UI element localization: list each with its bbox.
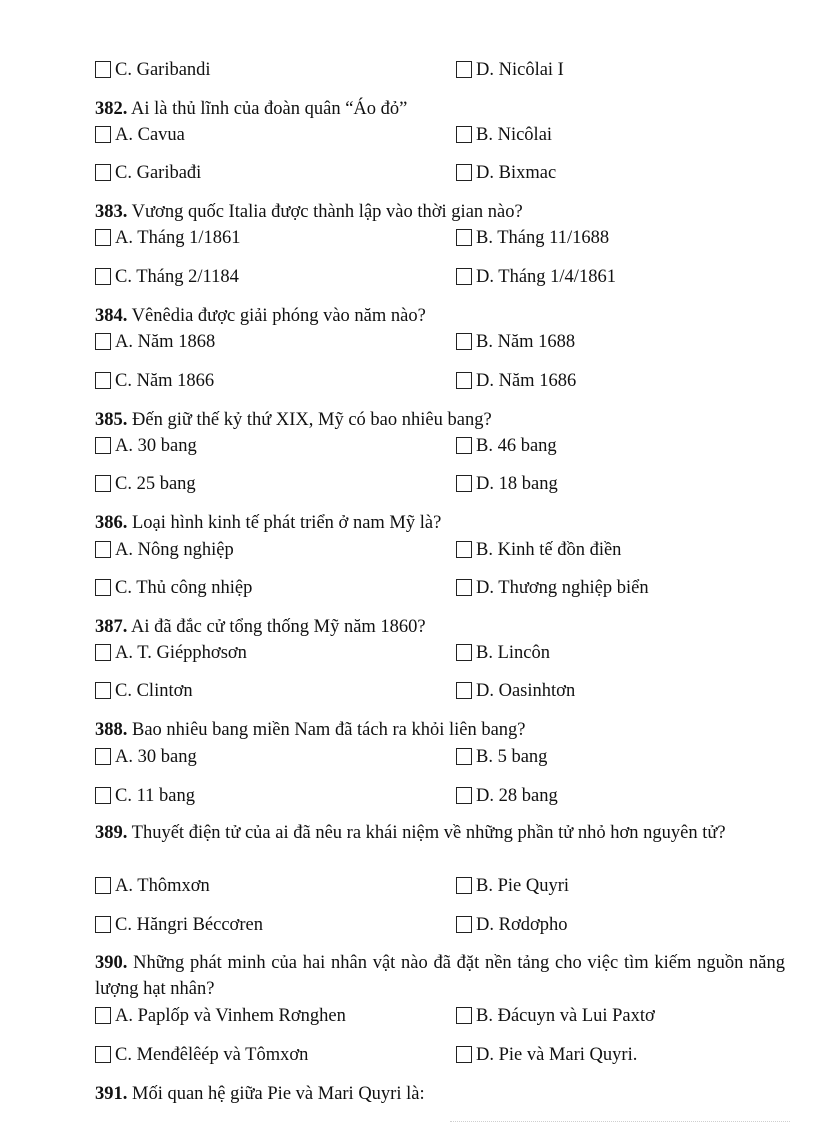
option-label: B. Đácuyn và Lui Paxtơ: [476, 1006, 655, 1026]
answer-checkbox[interactable]: [456, 877, 472, 894]
option-label: D. Bixmac: [476, 163, 557, 183]
option-label: D. Pie và Mari Quyri.: [476, 1045, 638, 1065]
question-body: Đến giữ thế kỷ thứ XIX, Mỹ có bao nhiêu bang?: [132, 410, 492, 430]
answer-option[interactable]: [456, 1045, 637, 1066]
answer-checkbox[interactable]: [456, 644, 472, 661]
answer-checkbox[interactable]: [456, 787, 472, 804]
answer-option[interactable]: [95, 578, 252, 599]
question-text: [95, 407, 785, 433]
answer-option[interactable]: [95, 540, 234, 561]
option-label: A. Năm 1868: [115, 332, 216, 352]
option-label: D. Nicôlai I: [476, 60, 564, 80]
option-label: C. Năm 1866: [115, 371, 215, 391]
answer-checkbox[interactable]: [95, 229, 111, 246]
answer-option[interactable]: [95, 786, 195, 807]
option-label: B. Pie Quyri: [476, 876, 570, 896]
question-text: [95, 717, 785, 743]
question-number: 385.: [95, 410, 128, 430]
question-text: [95, 614, 785, 640]
option-label: A. T. Giépphơsơn: [115, 643, 247, 663]
question-text: [95, 510, 785, 536]
question-body: Loại hình kinh tế phát triển ở nam Mỹ là?: [132, 513, 442, 533]
answer-checkbox[interactable]: [95, 916, 111, 933]
option-row: [95, 681, 795, 705]
option-row: [95, 332, 795, 356]
option-label: C. Menđêlêép và Tômxơn: [115, 1045, 309, 1065]
question-number: 390.: [95, 953, 128, 973]
option-label: D. Thương nghiệp biển: [476, 578, 649, 598]
question-body: Vương quốc Italia được thành lập vào thời gian nào?: [131, 202, 523, 222]
answer-checkbox[interactable]: [95, 1007, 111, 1024]
option-row: [95, 228, 795, 252]
question-body: Những phát minh của hai nhân vật nào đã đặt nền tảng cho việc tìm kiếm nguồn năng lượng hạt nhân?: [95, 953, 786, 999]
option-label: C. Thủ công nhiệp: [115, 578, 253, 598]
answer-checkbox[interactable]: [95, 372, 111, 389]
answer-checkbox[interactable]: [456, 437, 472, 454]
option-label: A. Thômxơn: [115, 876, 210, 896]
answer-checkbox[interactable]: [95, 1046, 111, 1063]
answer-option[interactable]: [95, 681, 193, 702]
option-label: B. 46 bang: [476, 436, 557, 456]
option-row: [95, 540, 795, 564]
answer-option[interactable]: [95, 163, 201, 184]
option-label: C. Clintơn: [115, 681, 193, 701]
answer-option[interactable]: [456, 332, 575, 353]
answer-checkbox[interactable]: [456, 579, 472, 596]
question-body: Bao nhiêu bang miền Nam đã tách ra khỏi liên bang?: [132, 720, 526, 740]
option-label: B. 5 bang: [476, 747, 548, 767]
answer-checkbox[interactable]: [95, 475, 111, 492]
answer-option[interactable]: [95, 474, 196, 495]
answer-checkbox[interactable]: [456, 475, 472, 492]
answer-checkbox[interactable]: [456, 372, 472, 389]
answer-option[interactable]: [456, 786, 558, 807]
question-number: 384.: [95, 306, 128, 326]
option-label: B. Kinh tế đồn điền: [476, 540, 622, 560]
question-number: 391.: [95, 1084, 128, 1104]
answer-option[interactable]: [456, 228, 609, 249]
option-row: [95, 578, 795, 602]
answer-option[interactable]: [456, 747, 547, 768]
answer-option[interactable]: [95, 747, 197, 768]
answer-option[interactable]: [95, 60, 211, 81]
question-number: 382.: [95, 99, 128, 119]
answer-checkbox[interactable]: [456, 916, 472, 933]
answer-checkbox[interactable]: [456, 333, 472, 350]
answer-checkbox[interactable]: [456, 748, 472, 765]
answer-option[interactable]: [95, 876, 210, 897]
answer-option[interactable]: [95, 125, 185, 146]
option-label: B. Nicôlai: [476, 125, 553, 145]
question-text: [95, 820, 785, 846]
answer-checkbox[interactable]: [456, 1046, 472, 1063]
option-row: [95, 1045, 795, 1069]
answer-checkbox[interactable]: [95, 437, 111, 454]
answer-option[interactable]: [456, 125, 552, 146]
answer-option[interactable]: [456, 163, 556, 184]
option-row: [95, 267, 795, 291]
option-label: A. 30 bang: [115, 436, 197, 456]
question-text: [95, 950, 785, 1002]
answer-checkbox[interactable]: [95, 541, 111, 558]
question-text: [95, 303, 785, 329]
answer-option[interactable]: [456, 578, 649, 599]
answer-option[interactable]: [456, 371, 576, 392]
option-row: [95, 915, 795, 939]
answer-checkbox[interactable]: [95, 579, 111, 596]
option-row: [95, 436, 795, 460]
option-label: A. Cavua: [115, 125, 185, 145]
answer-checkbox[interactable]: [95, 644, 111, 661]
footer-divider: [450, 1121, 790, 1122]
answer-option[interactable]: [456, 876, 569, 897]
option-label: D. Năm 1686: [476, 371, 577, 391]
question-text: [95, 1081, 785, 1107]
option-label: C. Garibandi: [115, 60, 211, 80]
question-body: Ai là thủ lĩnh của đoàn quân “Áo đỏ”: [130, 99, 408, 119]
option-label: B. Tháng 11/1688: [476, 228, 610, 248]
option-row: [95, 747, 795, 771]
answer-checkbox[interactable]: [456, 126, 472, 143]
option-label: A. Tháng 1/1861: [115, 228, 241, 248]
option-label: C. Tháng 2/1184: [115, 267, 239, 287]
option-row: [95, 474, 795, 498]
question-body: Thuyết điện tử của ai đã nêu ra khái niệm về những phần tử nhỏ hơn nguyên tử?: [131, 823, 726, 843]
option-label: C. Hăngri Béccơren: [115, 915, 263, 935]
answer-checkbox[interactable]: [95, 61, 111, 78]
option-label: A. Paplốp và Vinhem Rơnghen: [115, 1006, 346, 1026]
option-label: D. Oasinhtơn: [476, 681, 576, 701]
option-label: D. 18 bang: [476, 474, 558, 494]
answer-option[interactable]: [95, 1006, 346, 1027]
option-row: [95, 876, 795, 900]
option-label: A. Nông nghiệp: [115, 540, 234, 560]
question-number: 389.: [95, 823, 128, 843]
option-row: [95, 643, 795, 667]
answer-option[interactable]: [95, 371, 214, 392]
answer-option[interactable]: [456, 1006, 655, 1027]
answer-checkbox[interactable]: [95, 748, 111, 765]
answer-checkbox[interactable]: [456, 682, 472, 699]
answer-option[interactable]: [456, 474, 558, 495]
answer-option[interactable]: [95, 915, 263, 936]
answer-checkbox[interactable]: [456, 229, 472, 246]
answer-checkbox[interactable]: [95, 126, 111, 143]
answer-checkbox[interactable]: [456, 1007, 472, 1024]
option-label: C. 25 bang: [115, 474, 196, 494]
question-text: [95, 199, 785, 225]
question-body: Vênêdia được giải phóng vào năm nào?: [131, 306, 426, 326]
option-label: D. 28 bang: [476, 786, 558, 806]
answer-checkbox[interactable]: [95, 682, 111, 699]
answer-option[interactable]: [95, 228, 241, 249]
answer-checkbox[interactable]: [456, 541, 472, 558]
option-label: B. Năm 1688: [476, 332, 576, 352]
answer-checkbox[interactable]: [456, 164, 472, 181]
option-row: [95, 60, 795, 84]
option-label: B. Lincôn: [476, 643, 550, 663]
answer-option[interactable]: [95, 332, 215, 353]
answer-checkbox[interactable]: [95, 333, 111, 350]
option-label: C. 11 bang: [115, 786, 195, 806]
answer-option[interactable]: [456, 915, 568, 936]
question-body: Ai đã đắc cử tổng thống Mỹ năm 1860?: [130, 617, 426, 637]
question-number: 387.: [95, 617, 128, 637]
option-row: [95, 1006, 795, 1030]
answer-option[interactable]: [456, 60, 564, 81]
answer-checkbox[interactable]: [456, 268, 472, 285]
answer-option[interactable]: [95, 436, 197, 457]
answer-option[interactable]: [456, 436, 557, 457]
option-row: [95, 125, 795, 149]
answer-checkbox[interactable]: [456, 61, 472, 78]
option-label: A. 30 bang: [115, 747, 197, 767]
option-label: D. Tháng 1/4/1861: [476, 267, 616, 287]
answer-checkbox[interactable]: [95, 877, 111, 894]
question-number: 383.: [95, 202, 128, 222]
option-label: D. Rơdơpho: [476, 915, 568, 935]
option-label: C. Garibađi: [115, 163, 202, 183]
answer-option[interactable]: [456, 540, 621, 561]
answer-checkbox[interactable]: [95, 787, 111, 804]
question-text: [95, 96, 785, 122]
answer-option[interactable]: [456, 643, 550, 664]
option-row: [95, 371, 795, 395]
answer-option[interactable]: [456, 681, 575, 702]
answer-option[interactable]: [95, 1045, 308, 1066]
answer-option[interactable]: [95, 643, 247, 664]
answer-option[interactable]: [95, 267, 239, 288]
option-row: [95, 163, 795, 187]
option-row: [95, 786, 795, 810]
answer-option[interactable]: [456, 267, 616, 288]
question-body: Mối quan hệ giữa Pie và Mari Quyri là:: [132, 1084, 425, 1104]
answer-checkbox[interactable]: [95, 268, 111, 285]
question-number: 386.: [95, 513, 128, 533]
question-number: 388.: [95, 720, 128, 740]
answer-checkbox[interactable]: [95, 164, 111, 181]
